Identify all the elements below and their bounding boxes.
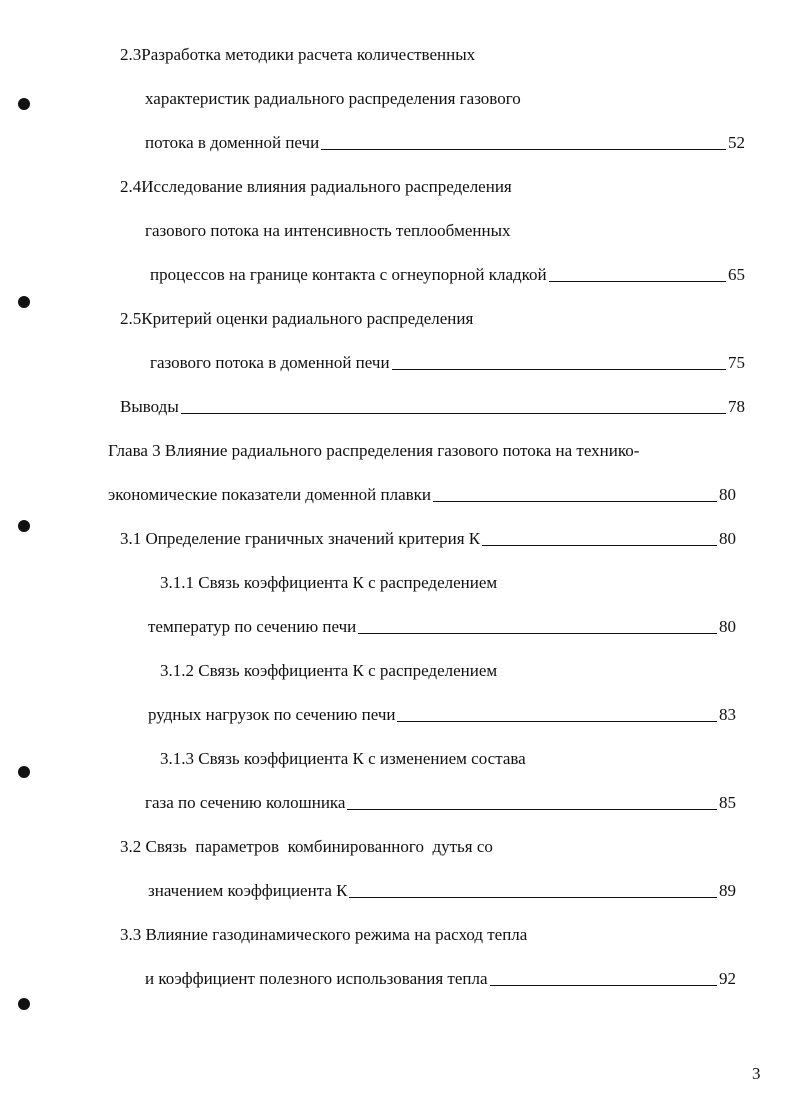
toc-entry-text: рудных нагрузок по сечению печи [148,705,396,724]
toc-entry-3-1 [120,529,736,549]
toc-page-number: 78 [728,397,745,416]
toc-entry-text: 3.1 Определение граничных значений критерия К [120,529,481,548]
leader-line [358,633,717,634]
toc-entry-text: Выводы [120,397,179,416]
leader-line [397,721,717,722]
toc-entry-3-2-title [120,837,493,857]
toc-entry-2-3-last [145,133,745,153]
toc-entry-text: характеристик радиального распределения газового [145,89,521,108]
binder-hole-4 [18,766,30,778]
toc-entry-text: процессов на границе контакта с огнеупорной кладкой [150,265,547,284]
toc-entry-conclusions [120,397,745,417]
toc-entry-3-1-2-title [160,661,497,681]
leader-line [490,985,718,986]
toc-entry-2-5-title [120,309,473,329]
toc-page-number: 75 [728,353,745,372]
leader-line [181,413,726,414]
toc-page-number: 92 [719,969,736,988]
toc-entry-text: и коэффициент полезного использования тепла [145,969,488,988]
toc-entry-text: 2.3Разработка методики расчета количественных [120,45,476,64]
toc-entry-text: газового потока на интенсивность теплообменных [145,221,511,240]
toc-page-number: 83 [719,705,736,724]
toc-entry-3-1-1-title [160,573,497,593]
toc-entry-text: газа по сечению колошника [145,793,346,812]
toc-entry-3-3-title [120,925,527,945]
toc-page-number: 52 [728,133,745,152]
leader-line [349,897,717,898]
toc-entry-2-4-title [120,177,512,197]
toc-chapter-3-title [108,441,639,461]
toc-entry-text: 2.5Критерий оценки радиального распределения [120,309,474,328]
toc-entry-text: экономические показатели доменной плавки [108,485,431,504]
toc-entry-3-1-3-title [160,749,526,769]
binder-hole-1 [18,98,30,110]
leader-line [482,545,717,546]
toc-chapter-3-last [108,485,736,505]
toc-entry-3-1-1-last [148,617,736,637]
toc-entry-text: 2.4Исследование влияния радиального распределения [120,177,512,196]
binder-hole-5 [18,998,30,1010]
toc-entry-2-4-cont [145,221,511,241]
binder-hole-3 [18,520,30,532]
toc-page-number: 80 [719,617,736,636]
toc-entry-text: значением коэффициента К [148,881,348,900]
toc-entry-3-3-last [145,969,736,989]
leader-line [433,501,717,502]
toc-entry-text: Глава 3 Влияние радиального распределения газового потока на технико- [108,441,640,460]
leader-line [347,809,717,810]
binder-hole-2 [18,296,30,308]
toc-entry-3-1-3-last [145,793,736,813]
toc-page-number: 65 [728,265,745,284]
toc-entry-text: 3.3 Влияние газодинамического режима на расход тепла [120,925,528,944]
leader-line [549,281,726,282]
toc-entry-2-5-last [150,353,745,373]
toc-entry-text: 3.2 Связь параметров комбинированного дутья со [120,837,493,856]
toc-entry-text: 3.1.2 Связь коэффициента К с распределением [160,661,498,680]
toc-entry-text: потока в доменной печи [145,133,320,152]
leader-line [392,369,726,370]
toc-page-number: 80 [719,485,736,504]
toc-entry-2-4-last [150,265,745,285]
toc-entry-3-2-last [148,881,736,901]
toc-entry-text: 3.1.3 Связь коэффициента К с изменением состава [160,749,526,768]
leader-line [321,149,726,150]
toc-entry-text: температур по сечению печи [148,617,357,636]
toc-page-number: 85 [719,793,736,812]
toc-entry-2-3-cont [145,89,521,109]
toc-entry-2-3-title [120,45,475,65]
toc-page-number: 80 [719,529,736,548]
toc-entry-3-1-2-last [148,705,736,725]
toc-entry-text: 3.1.1 Связь коэффициента К с распределением [160,573,498,592]
toc-entry-text: газового потока в доменной печи [150,353,390,372]
page-number: 3 [752,1064,761,1083]
toc-page-number: 89 [719,881,736,900]
